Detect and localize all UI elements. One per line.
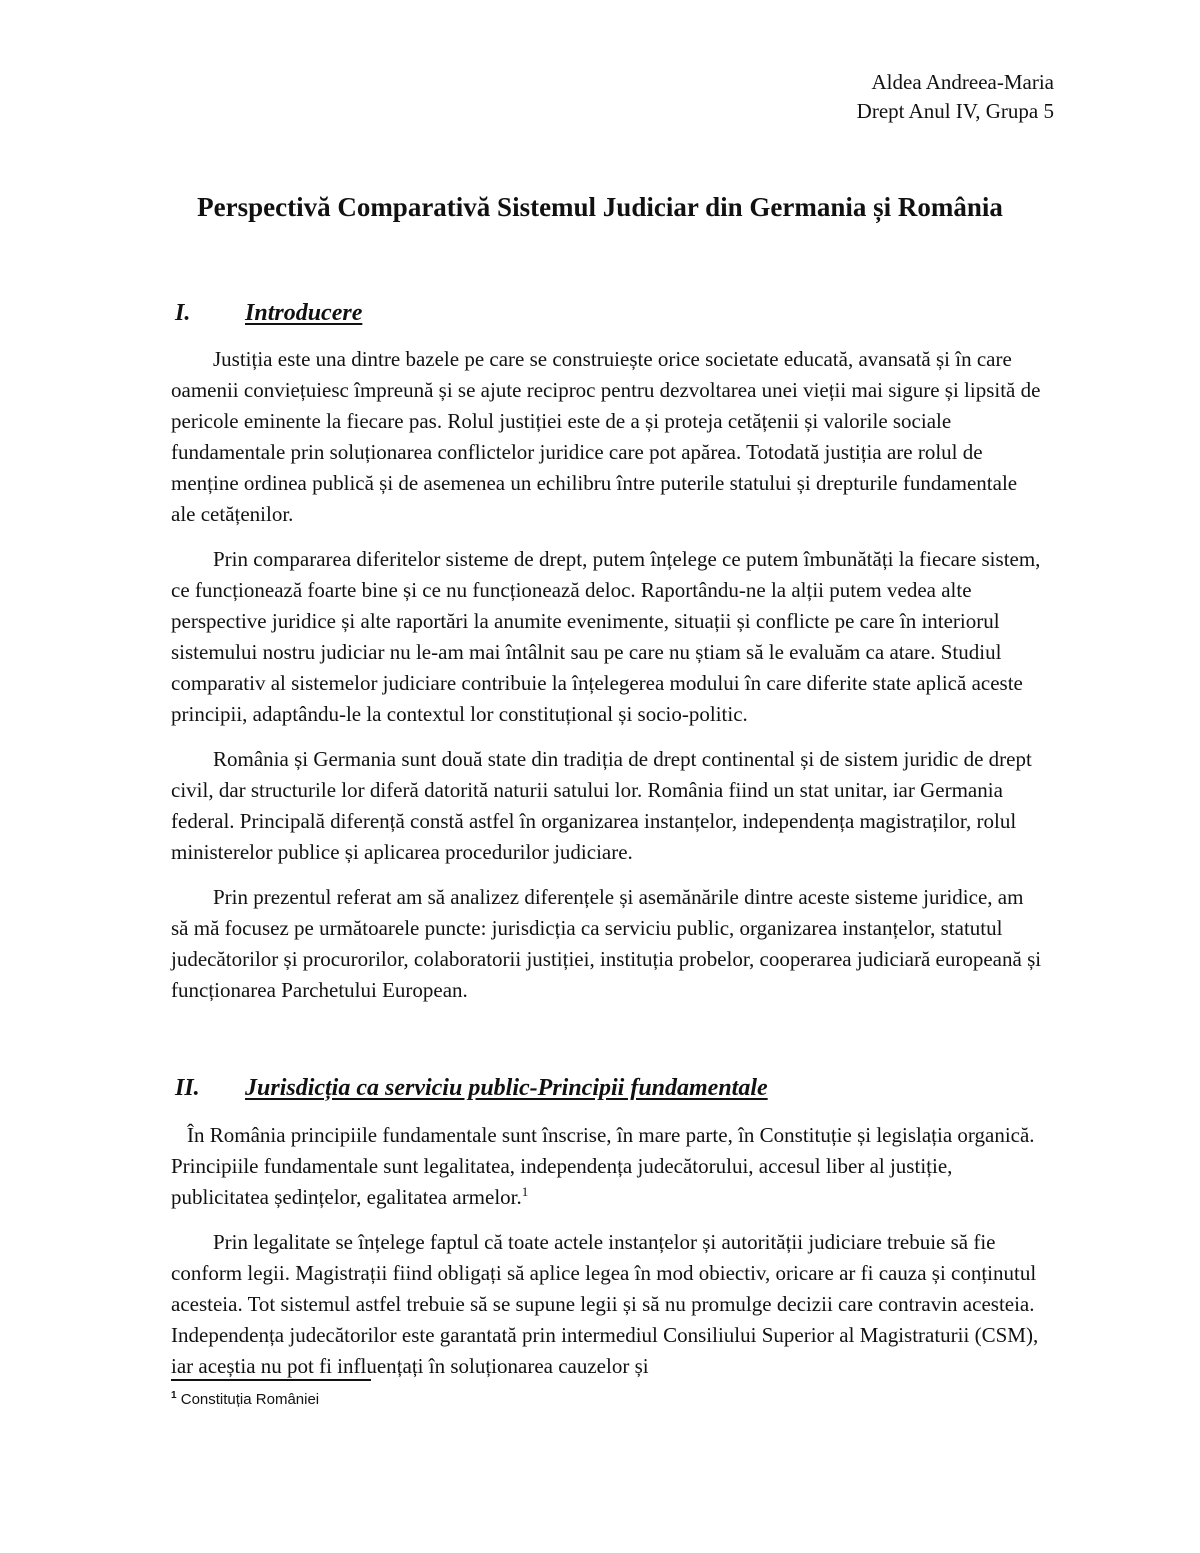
author-group: Drept Anul IV, Grupa 5 <box>856 99 1054 123</box>
paragraph: România și Germania sunt două state din tradiția de drept continental și de sistem juridic de drept civil, dar structurile lor diferă datorită naturii satului lor. România fiind un stat unitar, iar Germania federal. Principală diferență constă astfel în organizarea instanțelor, independența magistraților, rolul ministerelor publice și aplicarea procedurilor judiciare. <box>171 747 1032 864</box>
paragraph-text: În România principiile fundamentale sunt înscrise, în mare parte, în Constituție și legislația organică. Principiile fundamentale sunt legalitatea, independența judecătorului, accesul liber al justiție, publicitatea ședințelor, egalitatea armelor. <box>171 1123 1035 1209</box>
section-number: I. <box>175 300 191 326</box>
section-body-jurisdictia <box>171 1120 1043 1396</box>
footnote-mark: 1 <box>171 1390 177 1401</box>
section-title: Introducere <box>245 300 363 326</box>
section-heading-introducere <box>175 300 362 327</box>
paragraph: Prin prezentul referat am să analizez diferențele și asemănările dintre aceste sisteme juridice, am să mă focusez pe următoarele puncte: jurisdicția ca serviciu public, organizarea instanțelor, statutul judecătorilor și procurorilor, colaboratorii justiției, instituția probelor, cooperarea judiciară europeană și funcționarea Parchetului European. <box>171 885 1042 1002</box>
author-block <box>857 68 1054 126</box>
footnote-separator <box>171 1379 371 1381</box>
section-body-introducere <box>171 344 1043 1020</box>
paragraph: Justiția este una dintre bazele pe care se construiește orice societate educată, avansată și în care oamenii conviețuiesc împreună și se ajute reciproc pentru dezvoltarea unei vieții mai sigure și lipsită de pericole eminente la fiecare pas. Rolul justiției este de a și proteja cetățenii și valorile sociale fundamentale prin soluționarea conflictelor juridice care pot apărea. Totodată justiția are rolul de menține ordinea publică și de asemenea un echilibru între puterile statului și drepturile fundamentale ale cetățenilor. <box>171 347 1041 526</box>
footnote <box>171 1391 319 1408</box>
section-number: II. <box>175 1075 200 1101</box>
paragraph: Prin compararea diferitelor sisteme de drept, putem înțelege ce putem îmbunătăți la fiecare sistem, ce funcționează foarte bine și ce nu funcționează deloc. Raportându-ne la alții putem vedea alte perspective juridice și alte raportări la anumite evenimente, situații și conflicte pe care în interiorul sistemului nostru judiciar nu le-am mai întâlnit sau pe care nu știam să le evaluăm ca atare. Studiul comparativ al sistemelor judiciare contribuie la înțelegerea modului în care diferite state aplică aceste principii, adaptându-le la contextul lor constituțional și socio-politic. <box>171 547 1041 726</box>
document-title: Perspectivă Comparativă Sistemul Judiciar din Germania și România <box>197 192 1003 222</box>
paragraph: Prin legalitate se înțelege faptul că toate actele instanțelor și autorității judiciare trebuie să fie conform legii. Magistrații fiind obligați să aplice legea în mod obiectiv, oricare ar fi cauza și conținutul acesteia. Tot sistemul astfel trebuie să se supune legii și să nu promulge decizii care contravin acesteia. Independența judecătorilor este garantată prin intermediul Consiliului Superior al Magistraturii (CSM), iar aceștia nu pot fi influențați în soluționarea cauzelor și <box>171 1230 1039 1378</box>
paragraph <box>171 1120 1043 1213</box>
section-title: Jurisdicția ca serviciu public-Principii fundamentale <box>245 1075 768 1101</box>
author-name: Aldea Andreea-Maria <box>871 70 1054 94</box>
footnote-reference[interactable]: 1 <box>521 1184 529 1199</box>
footnote-text: Constituția României <box>180 1391 320 1408</box>
section-heading-jurisdictia <box>175 1075 768 1102</box>
